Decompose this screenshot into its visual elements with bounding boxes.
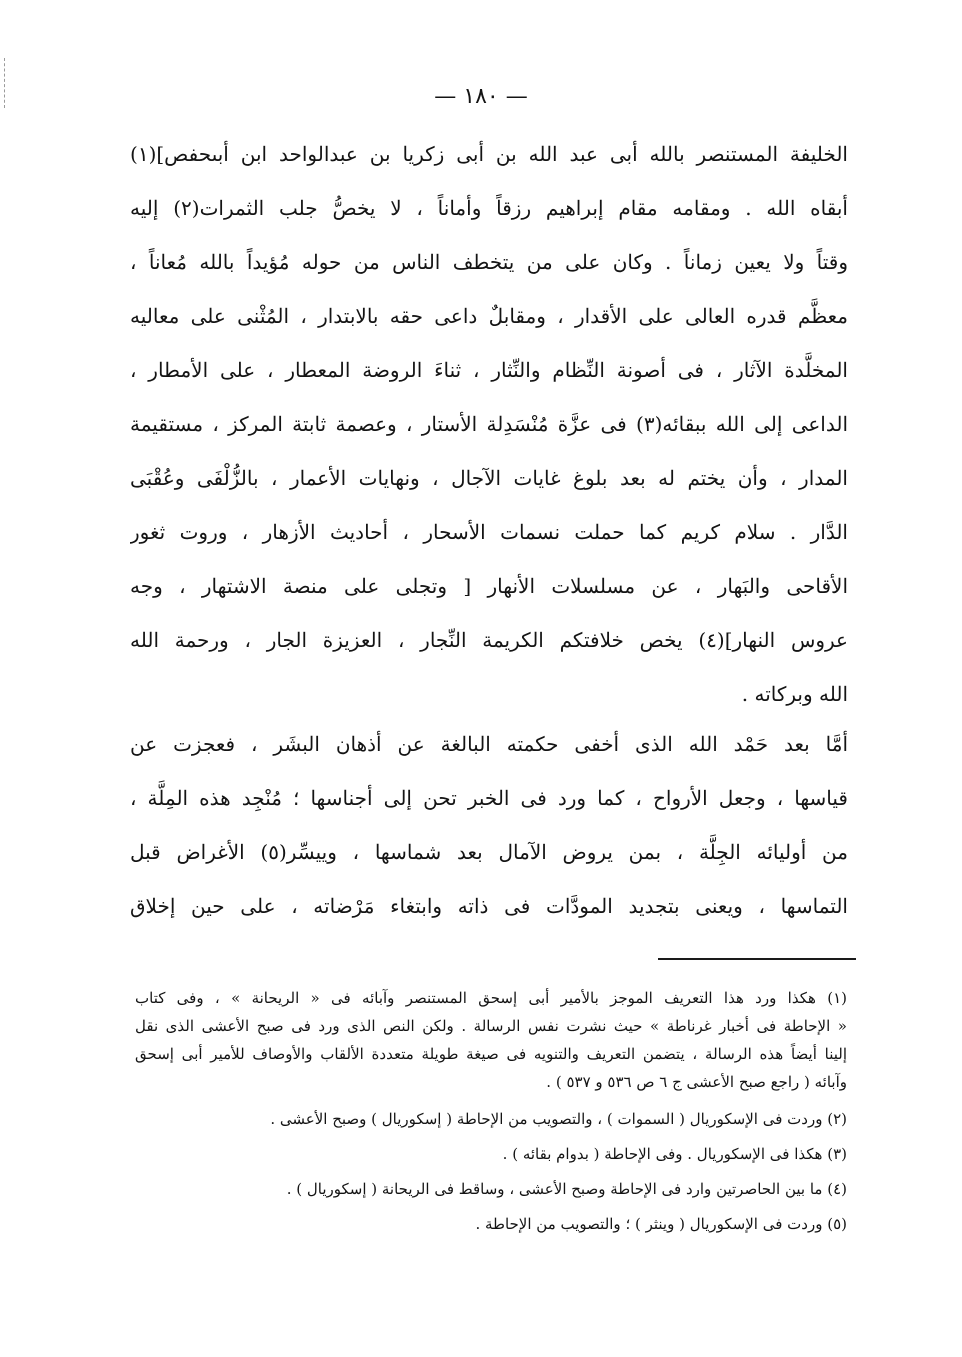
text-line: أبقاه الله . ومقامه مقام إبراهيم رزقاً وأماناً ، لا يخصُّ جلب الثمرات(٢) إليه	[130, 196, 848, 220]
text-line: معظَّم قدره العالى على الأقدار ، ومقابلٌ داعى حقه بالابتدار ، المُثْنى على معاليه	[130, 304, 848, 328]
text-line: من أوليائه الجِلَّة ، بمن يروض الآمال بعد شماسها ، وييسِّر(٥) الأغراض قبل	[130, 840, 848, 864]
text-line: وقتاً ولا يعين زماناً . وكان على من يتخطف الناس من حوله مُؤيداً بالله مُعاناً ،	[130, 250, 848, 274]
text-line: عروس النهار](٤) يخص خلافتكم الكريمة النِّجار ، العزيزة الجار ، ورحمة الله	[130, 628, 848, 652]
paragraph-1	[130, 127, 848, 721]
footnote-line: إلينا أيضاً هذه الرسالة ، يتضمن التعريف والتنويه فى صيغة طويلة متعددة الألقاب والأوصاف للأمير أبى إسحق	[135, 1045, 847, 1063]
text-line: الداعى إلى الله ببقائه(٣) فى عزَّة مُنْسَدِلة الأستار ، وعصمة ثابتة المركز ، مستقيمة	[130, 412, 848, 436]
footnote-line: « الإحاطة فى أخبار غرناطة » حيث نشرت نفس الرسالة . ولكن النص الذى ورد فى صبح الأعشى الذى نقل	[135, 1017, 847, 1035]
paragraph-2	[130, 717, 848, 933]
text-line: الخليفة المستنصر بالله أبى عبد الله بن أبى زكريا بن عبدالواحد ابن أبىحفص](١)	[130, 142, 848, 166]
text-line: الأقاحى والبَهار ، عن مسلسلات الأنهار [ وتجلى على منصة الاشتهار ، وجه	[130, 574, 848, 598]
footnote-4: (٤) ما بين الحاصرتين وارد فى الإحاطة وصبح الأعشى ، وساقط فى الريحانة ( إسكوريال ) .	[286, 1180, 847, 1198]
text-line: التماسها ، ويعنى بتجديد المودَّات فى ذاته وابتغاء مَرْضاته ، على حين إخلاق	[130, 894, 848, 918]
footnote-2: (٢) وردت فى الإسكوريال ( السموات ) ، والتصويب من الإحاطة ( إسكوريال ) وصبح الأعشى .	[270, 1110, 847, 1128]
text-line: الدَّار . سلام كريم كما حملت نسمات الأسحار ، أحاديث الأزهار ، وروت ثغور	[130, 520, 848, 544]
footnote-separator	[658, 958, 856, 960]
text-line: أمَّا بعد حَمْد الله الذى أخفى حكمته البالغة عن أذهان البشَر ، فعجزت عن	[130, 732, 848, 756]
text-line: المخلَّدة الآثار ، فى أصونة النِّظام والنِّثار ، ثناءَ الروضة المعطار ، على الأمطار ،	[130, 358, 848, 382]
footnote-3: (٣) هكذا فى الإسكوريال . وفى الإحاطة ( بدوام بقائه ) .	[502, 1145, 847, 1163]
text-line: قياسها ، وجعل الأرواح ، كما ورد فى الخبر تحن إلى أجناسها ؛ مُنْجِد هذه المِلَّة ،	[130, 786, 848, 810]
text-line: المدار ، وأن يختم له بعد بلوغ غايات الآجال ، ونهايات الأعمار ، بالزُّلْفَى وعُقْبَى	[130, 466, 848, 490]
page-number: — ١٨٠ —	[434, 84, 528, 109]
footnote-5: (٥) وردت فى الإسكوريال ( وينثر ) ؛ والتصويب من الإحاطة .	[475, 1215, 847, 1233]
footnote-line: (١) هكذا ورد هذا التعريف الموجز بالأمير أبى إسحق المستنصر وآبائه فى « الريحانة » ، وفى كتاب	[135, 989, 847, 1007]
text-line: الله وبركاته .	[741, 682, 848, 706]
footnotes	[135, 984, 847, 1244]
footnote-1	[135, 984, 847, 1096]
footnote-line: وآبائه ( راجع صبح الأعشى ج ٦ ص ٥٣٦ و ٥٣٧ ) .	[546, 1073, 847, 1091]
